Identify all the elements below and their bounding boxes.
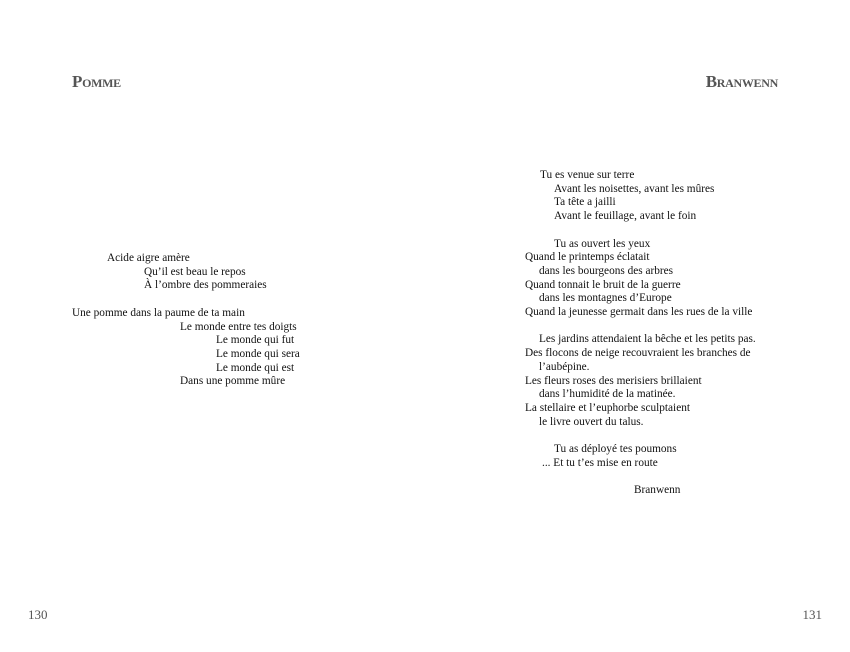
poem-line: dans l’humidité de la matinée. — [539, 388, 676, 401]
poem-line: Quand la jeunesse germait dans les rues de la ville — [525, 306, 753, 319]
poem-line: dans les montagnes d’Europe — [539, 292, 672, 305]
poem-line: Quand le printemps éclatait — [525, 251, 650, 264]
poem-branwenn — [425, 169, 850, 498]
poem-line: ... Et tu t’es mise en route — [542, 456, 658, 469]
poem-line: Le monde entre tes doigts — [180, 320, 297, 333]
poem-line: Quand tonnait le bruit de la guerre — [525, 278, 681, 291]
poem-line: Tu as ouvert les yeux — [554, 237, 651, 250]
poem-signature: Branwenn — [634, 484, 681, 497]
poem-line: Des flocons de neige recouvraient les branches de — [525, 347, 751, 360]
poem-line: Avant le feuillage, avant le foin — [554, 210, 697, 223]
poem-pomme — [0, 252, 425, 389]
right-page — [425, 0, 850, 652]
stanza-break — [0, 293, 425, 307]
running-head: Branwenn — [705, 72, 778, 91]
poem-line: À l’ombre des pommeraies — [144, 279, 267, 292]
poem-line: l’aubépine. — [539, 360, 590, 373]
stanza-break — [425, 320, 850, 334]
poem-line: Le monde qui est — [216, 361, 295, 374]
poem-line: Ta tête a jailli — [554, 196, 616, 209]
poem-line: le livre ouvert du talus. — [539, 415, 644, 428]
poem-line: Le monde qui sera — [216, 347, 300, 360]
poem-line: Avant les noisettes, avant les mûres — [554, 182, 715, 195]
stanza-break — [425, 470, 850, 484]
poem-line: Une pomme dans la paume de ta main — [72, 306, 245, 319]
poem-line: Tu as déployé tes poumons — [554, 443, 677, 456]
poem-line: Tu es venue sur terre — [540, 169, 635, 181]
poem-line: Les jardins attendaient la bêche et les petits pas. — [539, 333, 756, 346]
running-head: Pomme — [72, 72, 121, 91]
page-number: 131 — [802, 607, 822, 622]
poem-line: Acide aigre amère — [107, 252, 190, 264]
poem-line: dans les bourgeons des arbres — [539, 264, 674, 277]
page-number: 130 — [28, 607, 48, 622]
stanza-break — [425, 429, 850, 443]
poem-line: Les fleurs roses des merisiers brillaient — [525, 374, 702, 387]
poem-line: La stellaire et l’euphorbe sculptaient — [525, 401, 690, 414]
poem-line: Qu’il est beau le repos — [144, 265, 246, 278]
poem-line: Dans une pomme mûre — [180, 375, 286, 388]
stanza-break — [425, 224, 850, 238]
poem-line: Le monde qui fut — [216, 334, 295, 347]
